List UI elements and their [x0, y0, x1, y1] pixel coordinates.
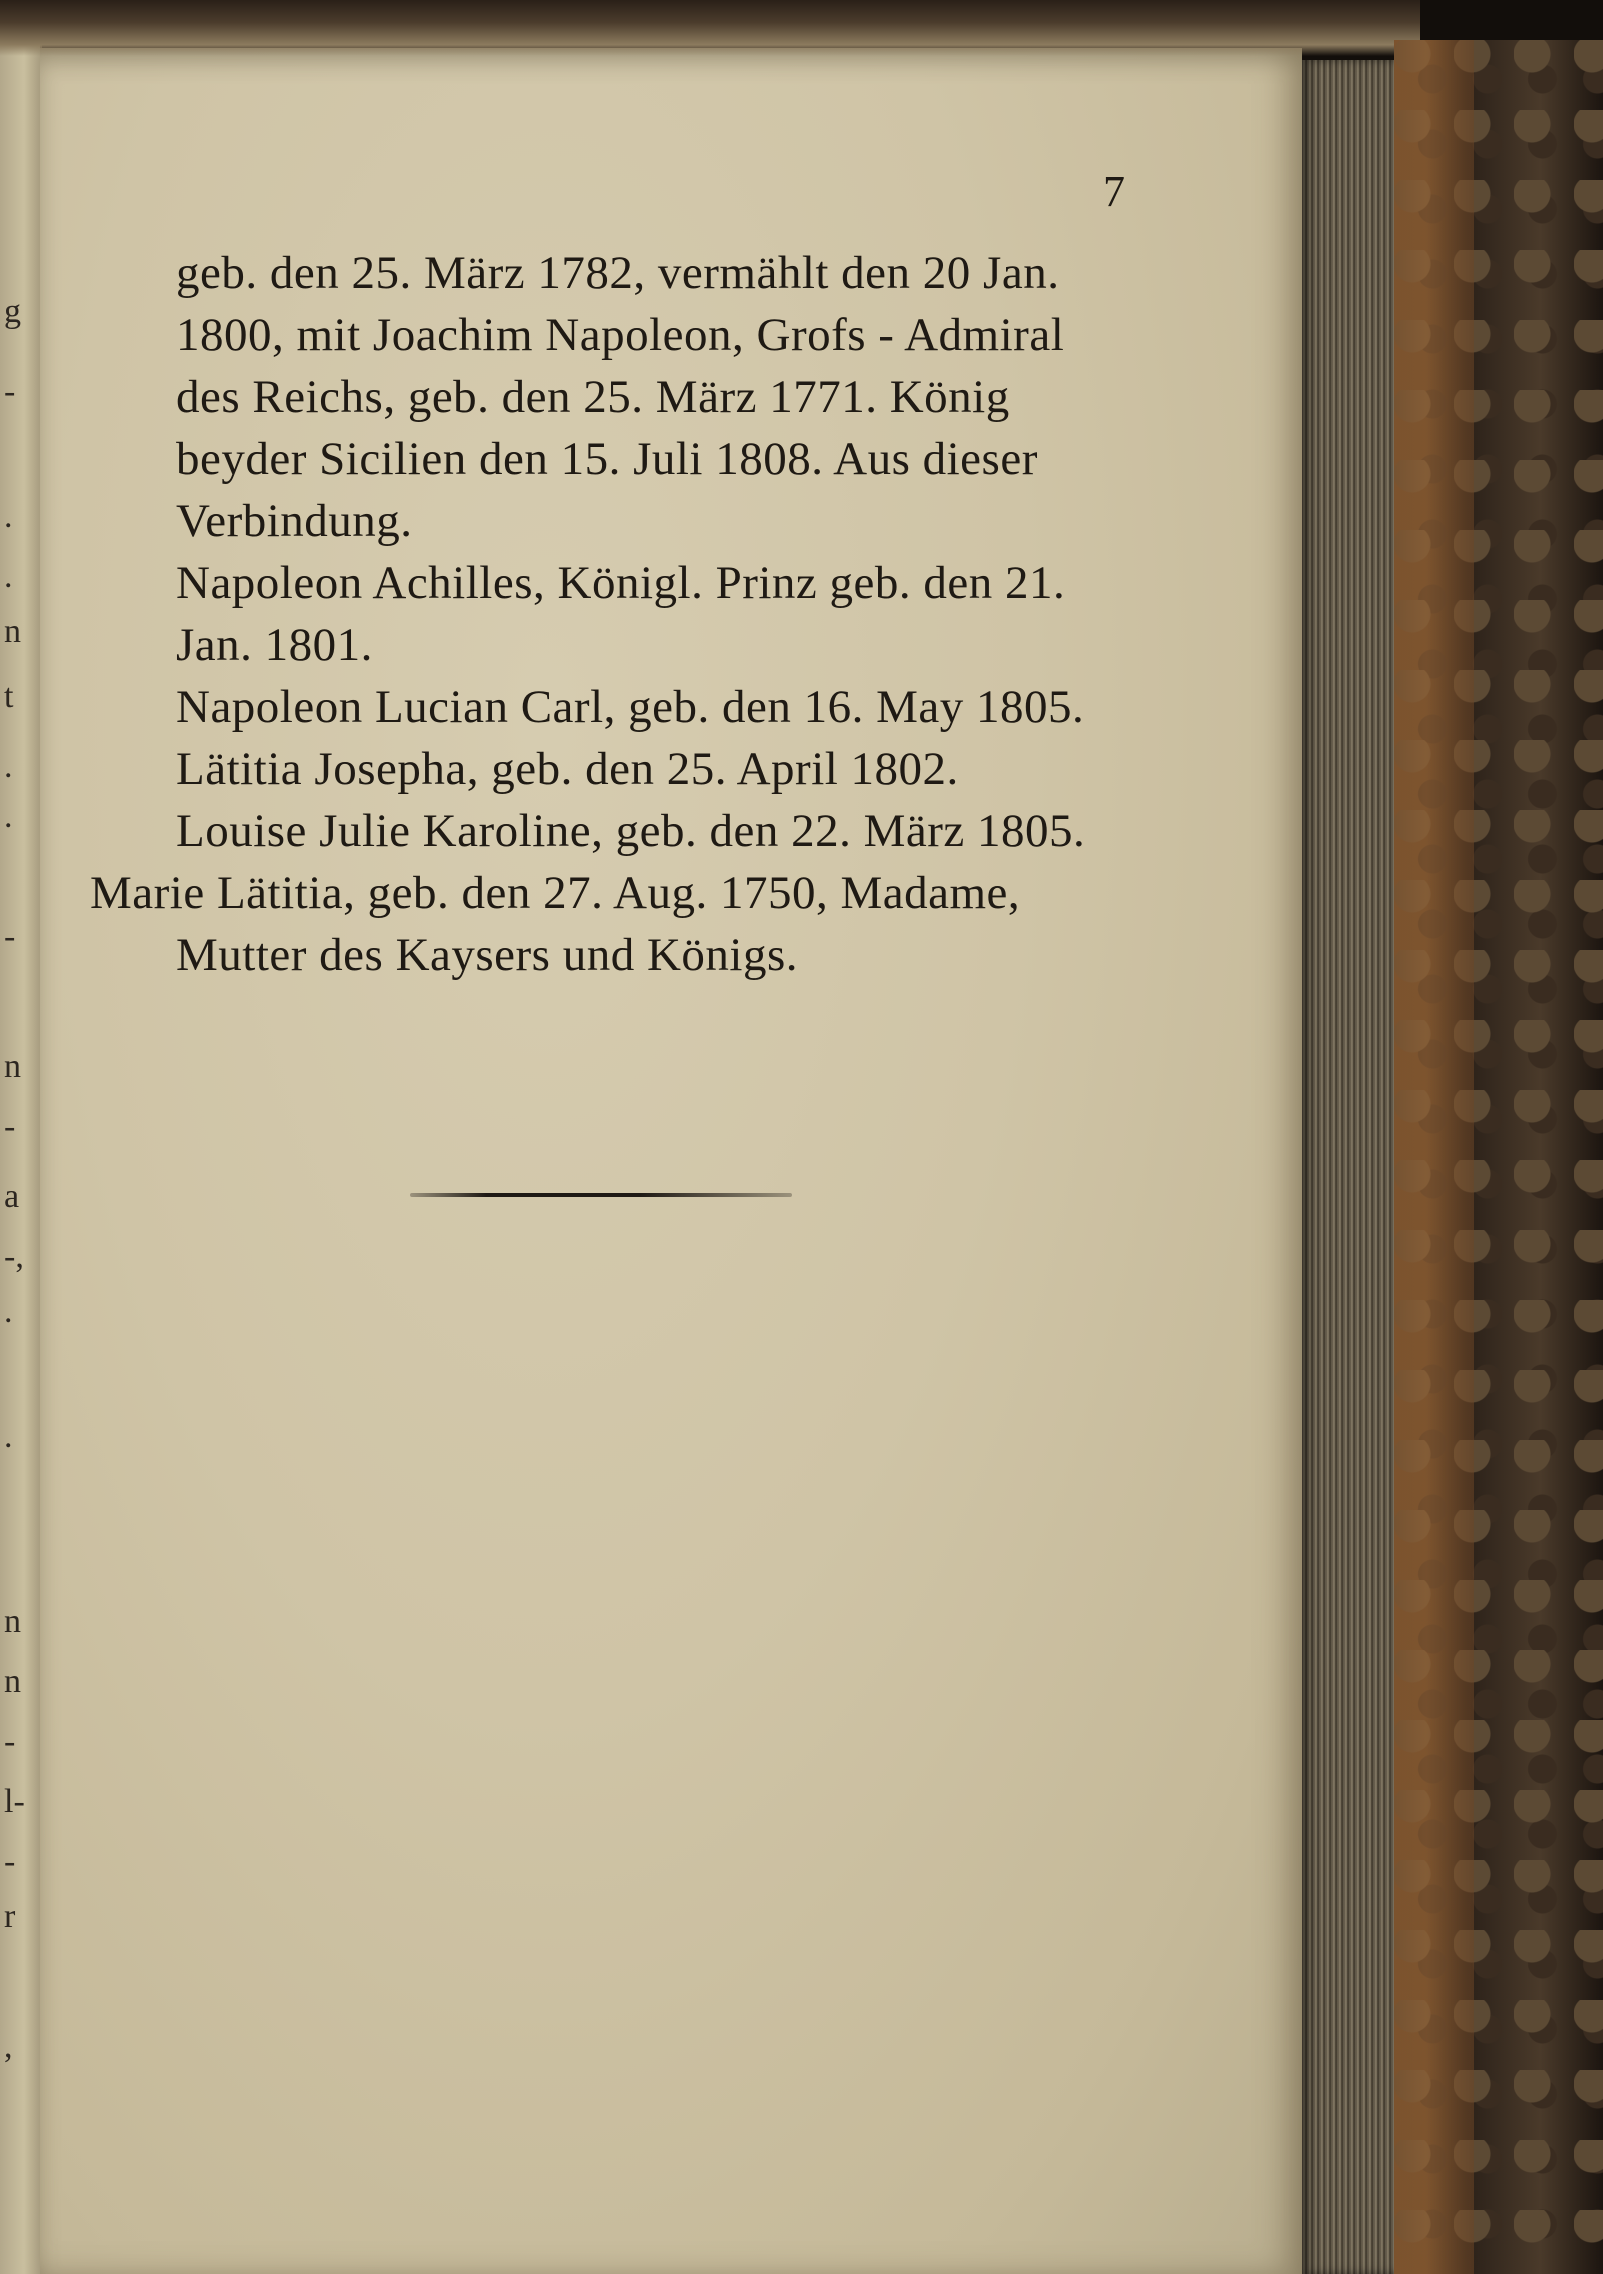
- previous-page-fragment: n: [4, 1663, 21, 1700]
- text-line: Napoleon Lucian Carl, geb. den 16. May 1805.: [176, 681, 1085, 733]
- previous-page-fragment: t: [4, 678, 14, 715]
- previous-page-fragment: .: [4, 1293, 13, 1330]
- text-line: des Reichs, geb. den 25. März 1771. König: [176, 371, 1010, 423]
- page-block-edges: [1302, 60, 1394, 2274]
- page-number: 7: [1103, 167, 1125, 216]
- text-line: Louise Julie Karoline, geb. den 22. März 1805.: [176, 805, 1086, 857]
- previous-page-fragment: a: [4, 1178, 20, 1215]
- previous-page-fragment: l-: [4, 1783, 25, 1820]
- text-line: Napoleon Achilles, Königl. Prinz geb. den 21.: [176, 557, 1066, 609]
- previous-page-fragment: -: [4, 1108, 16, 1145]
- previous-page-fragment: -,: [4, 1238, 24, 1275]
- previous-page-fragment: -: [4, 1843, 16, 1880]
- text-line: Lätitia Josepha, geb. den 25. April 1802.: [176, 743, 959, 795]
- previous-page-fragment: g: [4, 293, 21, 330]
- previous-page-fragment: -: [4, 373, 16, 410]
- previous-page-edge: [0, 40, 42, 2274]
- previous-page-fragment: .: [4, 1418, 13, 1455]
- text-line: Marie Lätitia, geb. den 27. Aug. 1750, Madame,: [90, 867, 1021, 919]
- section-divider-rule: [410, 1193, 792, 1197]
- text-line: 1800, mit Joachim Napoleon, Grofs - Admiral: [176, 309, 1065, 361]
- previous-page-fragment: .: [4, 748, 13, 785]
- previous-page-fragment: n: [4, 1048, 21, 1085]
- text-line: beyder Sicilien den 15. Juli 1808. Aus dieser: [176, 433, 1038, 485]
- previous-page-fragment: .: [4, 558, 13, 595]
- previous-page-fragment: ,: [4, 2028, 13, 2065]
- text-line: Jan. 1801.: [176, 619, 373, 671]
- previous-page-fragment: .: [4, 498, 13, 535]
- text-line: geb. den 25. März 1782, vermählt den 20 Jan.: [176, 247, 1060, 299]
- previous-page-fragment: n: [4, 613, 21, 650]
- text-line: Verbindung.: [176, 495, 413, 547]
- leather-spine: [1394, 40, 1474, 2274]
- previous-page-fragment: .: [4, 798, 13, 835]
- text-line: Mutter des Kaysers und Königs.: [176, 929, 799, 981]
- page-top-edge: [0, 0, 1420, 56]
- previous-page-fragment: r: [4, 1898, 16, 1935]
- previous-page-fragment: -: [4, 918, 16, 955]
- previous-page-fragment: n: [4, 1603, 21, 1640]
- previous-page-fragment: -: [4, 1723, 16, 1760]
